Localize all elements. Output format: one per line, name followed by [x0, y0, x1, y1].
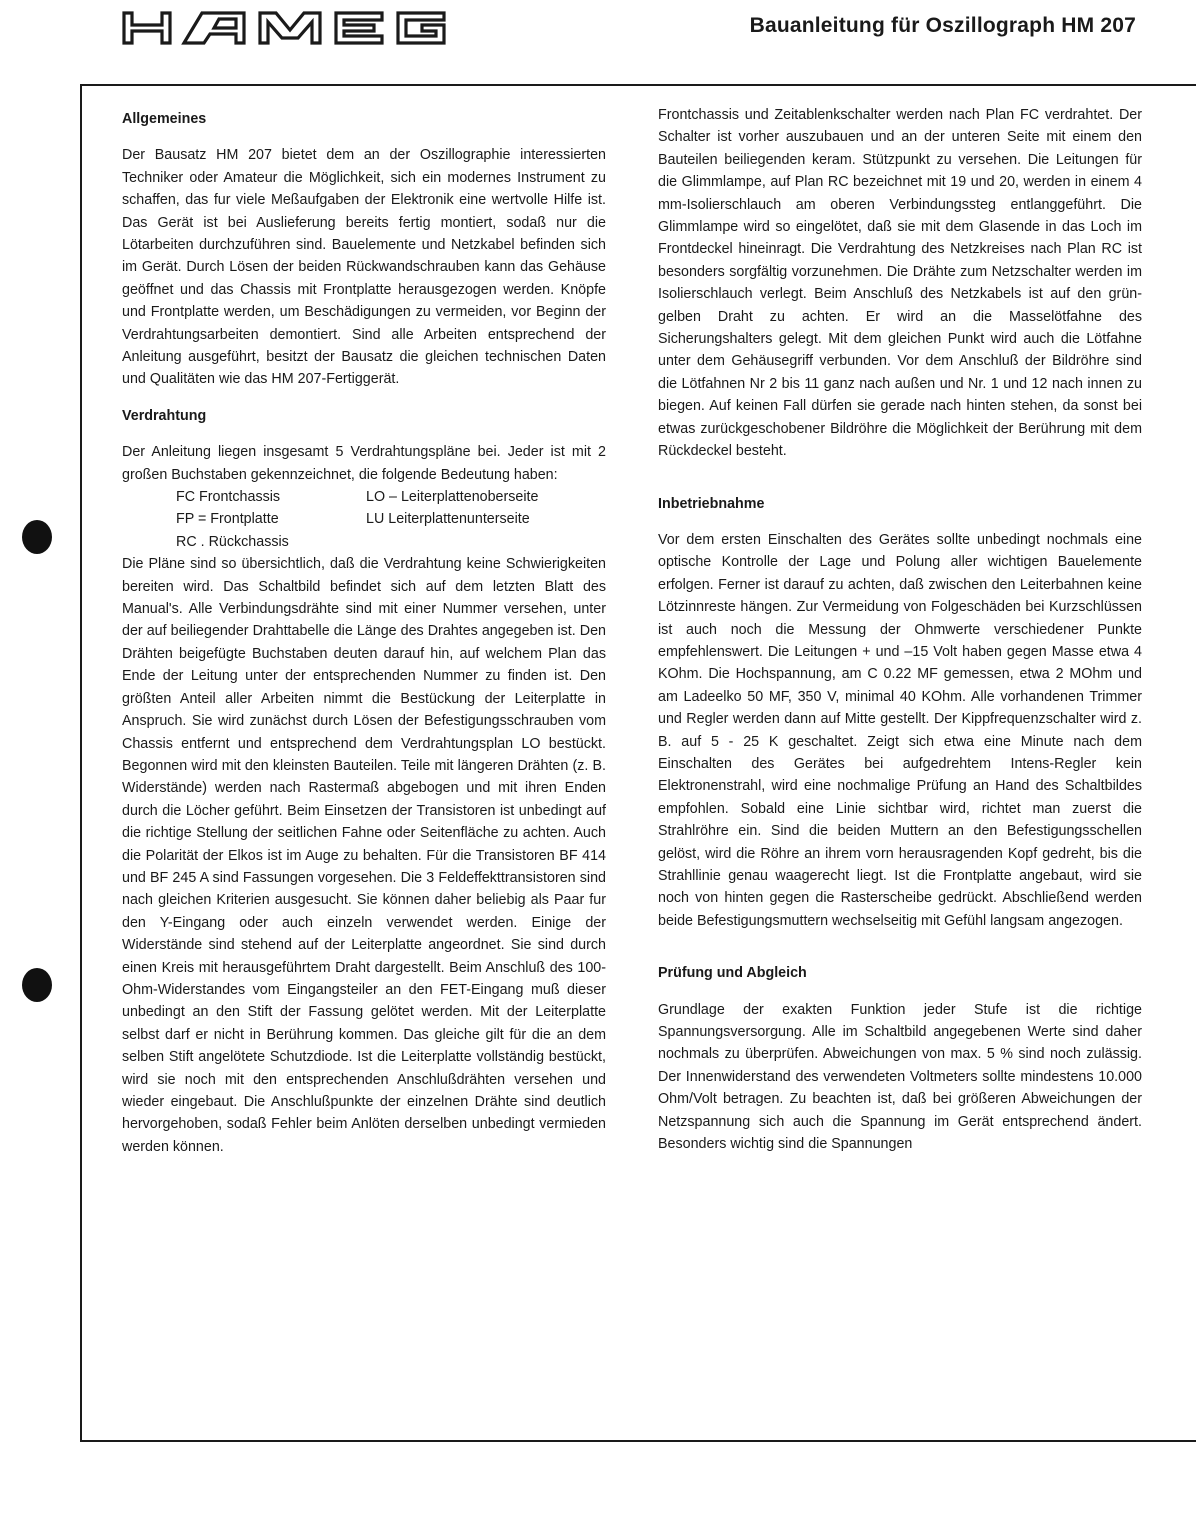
- left-column: [122, 110, 606, 1158]
- abbreviation-item: FC Frontchassis: [176, 489, 281, 506]
- punch-hole: [22, 520, 52, 554]
- right-column: [658, 104, 1142, 1155]
- hameg-logo: [120, 10, 502, 46]
- paragraph-verdrahtung-intro: Der Anleitung liegen insgesamt 5 Verdrahtungspläne bei. Jeder ist mit 2 großen Buchstaben gekennzeichnet, die folgende Bedeutung haben:: [122, 444, 606, 483]
- heading-inbetriebnahme: Inbetriebnahme: [658, 495, 765, 512]
- paragraph-inbetriebnahme: Vor dem ersten Einschalten des Gerätes sollte unbedingt nochmals eine optische Kontrolle der Lage und Polung aller wichtigen Bauelemente erfolgen. Ferner ist darauf zu achten, daß zwischen den Leiterbahnen keine Lötzinnreste hängen. Zur Vermeidung von Folgeschäden bei Kurzschlüssen ist auch noch die Messung der Ohmwerte verschiedener Punkte empfehlenswert. Die Leitungen + und –15 Volt haben gegen Masse etwa 4 KOhm. Die Hochspannung, am C 0.22 MF gemessen, etwa 2 MOhm und am Ladeelko 50 MF, 350 V, minimal 40 KOhm. Alle vorhandenen Trimmer und Regler werden dann auf Mitte gestellt. Der Kippfrequenzschalter wird z. B. auf 5 - 25 K geschaltet. Zeigt sich etwa eine Minute nach dem Einschalten des Gerätes bei aufgedrehtem Intens-Regler kein Elektronenstrahl, wird eine nochmalige Prüfung an Hand des Schaltbildes empfohlen. Sobald eine Linie sichtbar wird, richtet man zuerst die Strahlröhre ein. Sind die beiden Muttern an den Befestigungsschellen gelöst, wird die Röhre an ihrem vorn herausragenden Kopf gedreht, bis die Strahllinie genau waagerecht liegt. Ist die Frontplatte angebaut, wird sie noch von hinten gegen die Rasterscheibe gedrückt. Abschließend werden beide Befestigungsmuttern wechselseitig mit Gefühl langsam angezogen.: [658, 531, 1142, 929]
- abbreviation-item: RC . Rückchassis: [176, 533, 289, 550]
- punch-hole: [22, 968, 52, 1002]
- abbreviation-list: [176, 486, 606, 553]
- paragraph-verdrahtung-continued: Frontchassis und Zeitablenkschalter werden nach Plan FC verdrahtet. Der Schalter ist vorher auszubauen und an der unteren Seite mit einem den Bauteilen beiliegenden keram. Stützpunkt zu versehen. Die Leitungen für die Glimmlampe, auf Plan RC bezeichnet mit 19 und 20, werden in einem 4 mm-Isolierschlauch am oberen Verbindungssteg entlanggeführt. Die Glimmlampe wird so eingelötet, daß sie mit dem Glasende in das Loch im Frontdeckel hineinragt. Die Verdrahtung des Netzkreises nach Plan RC ist besonders sorgfältig vorzunehmen. Die Drähte zum Netzschalter werden im Isolierschlauch verlegt. Beim Anschluß des Netzkabels ist auf den grün-gelben Draht zu achten. Er wird an die Masselötfahne des Sicherungshalters gelegt. Mit dem gleichen Punkt wird auch die Lötfahne unter dem Gehäusegriff verbunden. Vor dem Anschluß der Bildröhre sind die Lötfahnen Nr 2 bis 11 ganz nach außen und Nr. 1 und 12 nach innen zu biegen. Auf keinen Fall dürfen sie gerade nach hinten stehen, da sonst bei etwas zurückgeschobener Bildröhre die Möglichkeit der Berührung mit dem Rückdeckel besteht.: [658, 107, 1142, 460]
- heading-verdrahtung: Verdrahtung: [122, 407, 207, 424]
- abbreviation-row: [176, 486, 606, 508]
- abbreviation-item: FP = Frontplatte: [176, 511, 279, 528]
- abbreviation-row: [176, 508, 606, 530]
- paragraph-pruefung: Grundlage der exakten Funktion jeder Stufe ist die richtige Spannungsversorgung. Alle im Schaltbild angegebenen Werte sind daher nochmals zu überprüfen. Abweichungen von max. 5 % sind noch zulässig. Der Innenwiderstand des verwendeten Voltmeters sollte mindestens 10.000 Ohm/Volt betragen. Zu beachten ist, daß bei größeren Abweichungen der Netzspannung sich auch die Spannung im Gerät entsprechend ändert. Besonders wichtig sind die Spannungen: [658, 1001, 1142, 1153]
- heading-allgemeines: Allgemeines: [122, 111, 207, 127]
- paragraph-verdrahtung-body: Die Pläne sind so übersichtlich, daß die Verdrahtung keine Schwierigkeiten bereiten wird. Das Schaltbild befindet sich auf dem letzten Blatt des Manual's. Alle Verbindungsdrähte sind mit einer Nummer versehen, unter der auf beiliegender Drahttabelle die Länge des Drahtes angegeben ist. Den Drähten beigefügte Buchstaben deuten darauf hin, auf welchem Plan das Ende der Leitung unter der entsprechenden Nummer zu finden ist. Den größten Anteil aller Arbeiten nimmt die Bestückung der Leiterplatte in Anspruch. Sie wird zunächst durch Lösen der Befestigungsschrauben vom Chassis entfernt und entsprechend dem Verdrahtungsplan LO bestückt. Begonnen wird mit den kleinsten Bauteilen. Teile mit längeren Drähten (z. B. Widerstände) werden nach Rastermaß abgebogen und mit ihren Enden durch die Löcher geführt. Beim Einsetzen der Transistoren ist unbedingt auf die richtige Stellung der seitlichen Fahne oder Seitenfläche zu achten. Auch die Polarität der Elkos ist im Auge zu behalten. Für die Transistoren BF 414 und BF 245 A sind Fassungen vorgesehen. Die 3 Feldeffekttransistoren sind nach gleichen Kriterien ausgesucht. Sie können daher beliebig als Paar fur den Y-Eingang oder auch einzeln verwendet werden. Einige der Widerstände sind stehend auf der Leiterplatte angeordnet. Sie sind durch einen Kreis mit herausgeführtem Draht dargestellt. Beim Anschluß des 100-Ohm-Widerstandes vom Eingangsteiler an den FET-Eingang muß dieser unbedingt an den Stift der Fassung gelötet werden. Mit der Leiterplatte selbst darf er nicht in Berührung kommen. Das gleiche gilt für die an dem selben Stift angelötete Schutzdiode. Ist die Leiterplatte vollständig bestückt, wird sie noch mit den entsprechenden Anschlußdrähten versehen und wieder eingebaut. Die Anschlußpunkte der einzelnen Drähte sind deutlich hervorgehoben, sodaß Fehler beim Anlöten derselben unbedingt vermieden werden können.: [122, 556, 606, 1155]
- abbreviation-row: [176, 531, 606, 553]
- abbreviation-item: LO – Leiterplattenoberseite: [366, 489, 539, 506]
- paragraph-allgemeines: Der Bausatz HM 207 bietet dem an der Oszillographie interessierten Techniker oder Amateur die Möglichkeit, sich ein modernes Instrument zu schaffen, das fur viele Meßaufgaben der Elektronik eine wertvolle Hilfe ist. Das Gerät ist bei Auslieferung bereits fertig montiert, sodaß nur die Lötarbeiten durchzuführen sind. Bauelemente und Netzkabel befinden sich im Gerät. Durch Lösen der beiden Rückwandschrauben kann das Gehäuse geöffnet und das Chassis mit Frontplatte herausgezogen werden. Knöpfe und Frontplatte werden, um Beschädigungen zu vermeiden, vor Beginn der Verdrahtungsarbeiten demontiert. Sind alle Arbeiten entsprechend der Anleitung ausgeführt, besitzt der Bausatz die gleichen technischen Daten und Qualitäten wie das HM 207-Fertiggerät.: [122, 147, 606, 388]
- heading-pruefung: Prüfung und Abgleich: [658, 965, 807, 982]
- document-title: Bauanleitung für Oszillograph HM 207: [749, 14, 1136, 37]
- abbreviation-item: LU Leiterplattenunterseite: [366, 511, 530, 528]
